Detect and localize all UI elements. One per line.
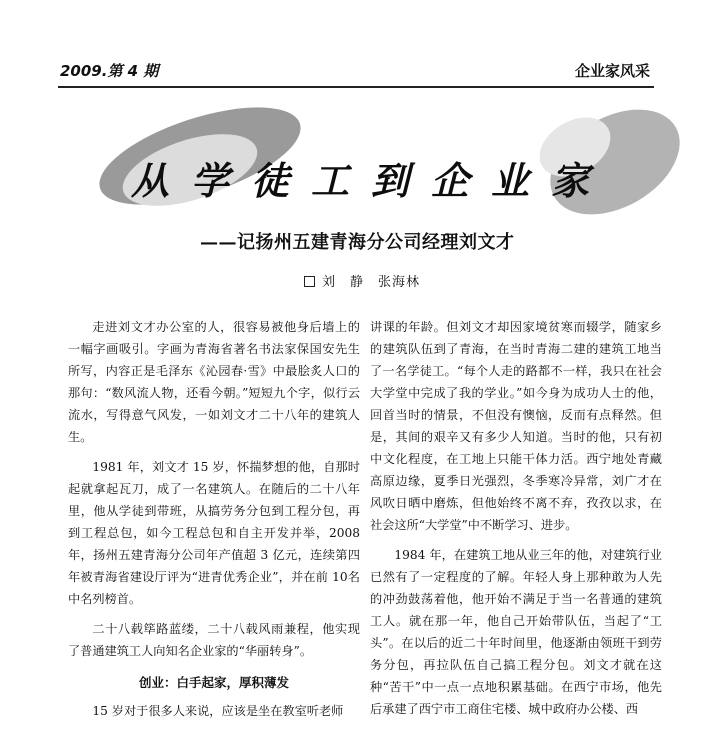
section-heading: 创业：白手起家，厚积薄发 [138, 675, 289, 690]
paragraph: 15 岁对于很多人来说，应该是坐在教室听老师 [92, 704, 344, 718]
issue-label: 2009.第 4 期 [60, 62, 159, 80]
author-names: 刘 静 张海林 [322, 275, 421, 290]
paragraph: 二十八载筚路蓝缕，二十八载风雨兼程，他实现了普通建筑工人向知名企业家的“华丽转身”。 [68, 622, 360, 658]
paragraph: 走进刘文才办公室的人，很容易被他身后墙上的一幅字画吸引。字画为青海省著名书法家保国安先生所写，内容正是毛泽东《沁园春·雪》中最脍炙人口的那句：“数风流人物，还看今朝。”短短九个字，似行云流水，写得意气风发，一如刘文才二十八年的建筑人生。 [68, 320, 360, 444]
paragraph: 1981 年，刘文才 15 岁，怀揣梦想的他，自那时起就拿起瓦刀，成了一名建筑人。在随后的二十八年里，他从学徒到带班，从搞劳务分包到工程分包，再到工程总包，如今工程总包和自主开发并举，2008年，扬州五建青海分公司年产值超 3 亿元，连续第四年被青海省建设厅评为“进青优秀企业”，并在前 10名中名列榜首。 [68, 460, 360, 606]
article-subtitle: ——记扬州五建青海分公司经理刘文才 [200, 232, 515, 253]
column-name: 企业家风采 [574, 62, 650, 80]
right-column [370, 316, 662, 728]
header-divider [58, 86, 654, 88]
paragraph: 1984 年，在建筑工地从业三年的他，对建筑行业已然有了一定程度的了解。年轻人身上那种敢为人先的冲劲鼓荡着他，他开始不满足于当一名普通的建筑工人。就在那一年，他自己开始带队伍，当起了“工头”。在以后的近二十年时间里，他逐渐由领班干到劳务分包，再拉队伍自己搞工程分包。刘文才就在这种“苦干”中一点一点地积累基础。在西宁市场，他先后承建了西宁市工商住宅楼、城中政府办公楼、西 [370, 548, 662, 716]
left-column [68, 316, 360, 730]
article-title: 从学徒工到企业家 [130, 158, 611, 203]
paragraph: 讲课的年龄。但刘文才却因家境贫寒而辍学，随家乡的建筑队伍到了青海，在当时青海二建的建筑工地当了一名学徒工。“每个人走的路都不一样，我只在社会大学堂中完成了我的学业。”如今身为成功人士的他，回首当时的情景，不但没有懊恼，反而有点释然。但是，其间的艰辛又有多少人知道。当时的他，只有初中文化程度，在工地上只能干体力活。西宁地处青藏高原边缘，夏季日光强烈，冬季寒冷异常，刘广才在风吹日晒中磨炼，但他始终不离不弃，孜孜以求，在社会这所“大学堂”中不断学习、进步。 [370, 320, 662, 532]
author-marker-icon [304, 276, 315, 287]
